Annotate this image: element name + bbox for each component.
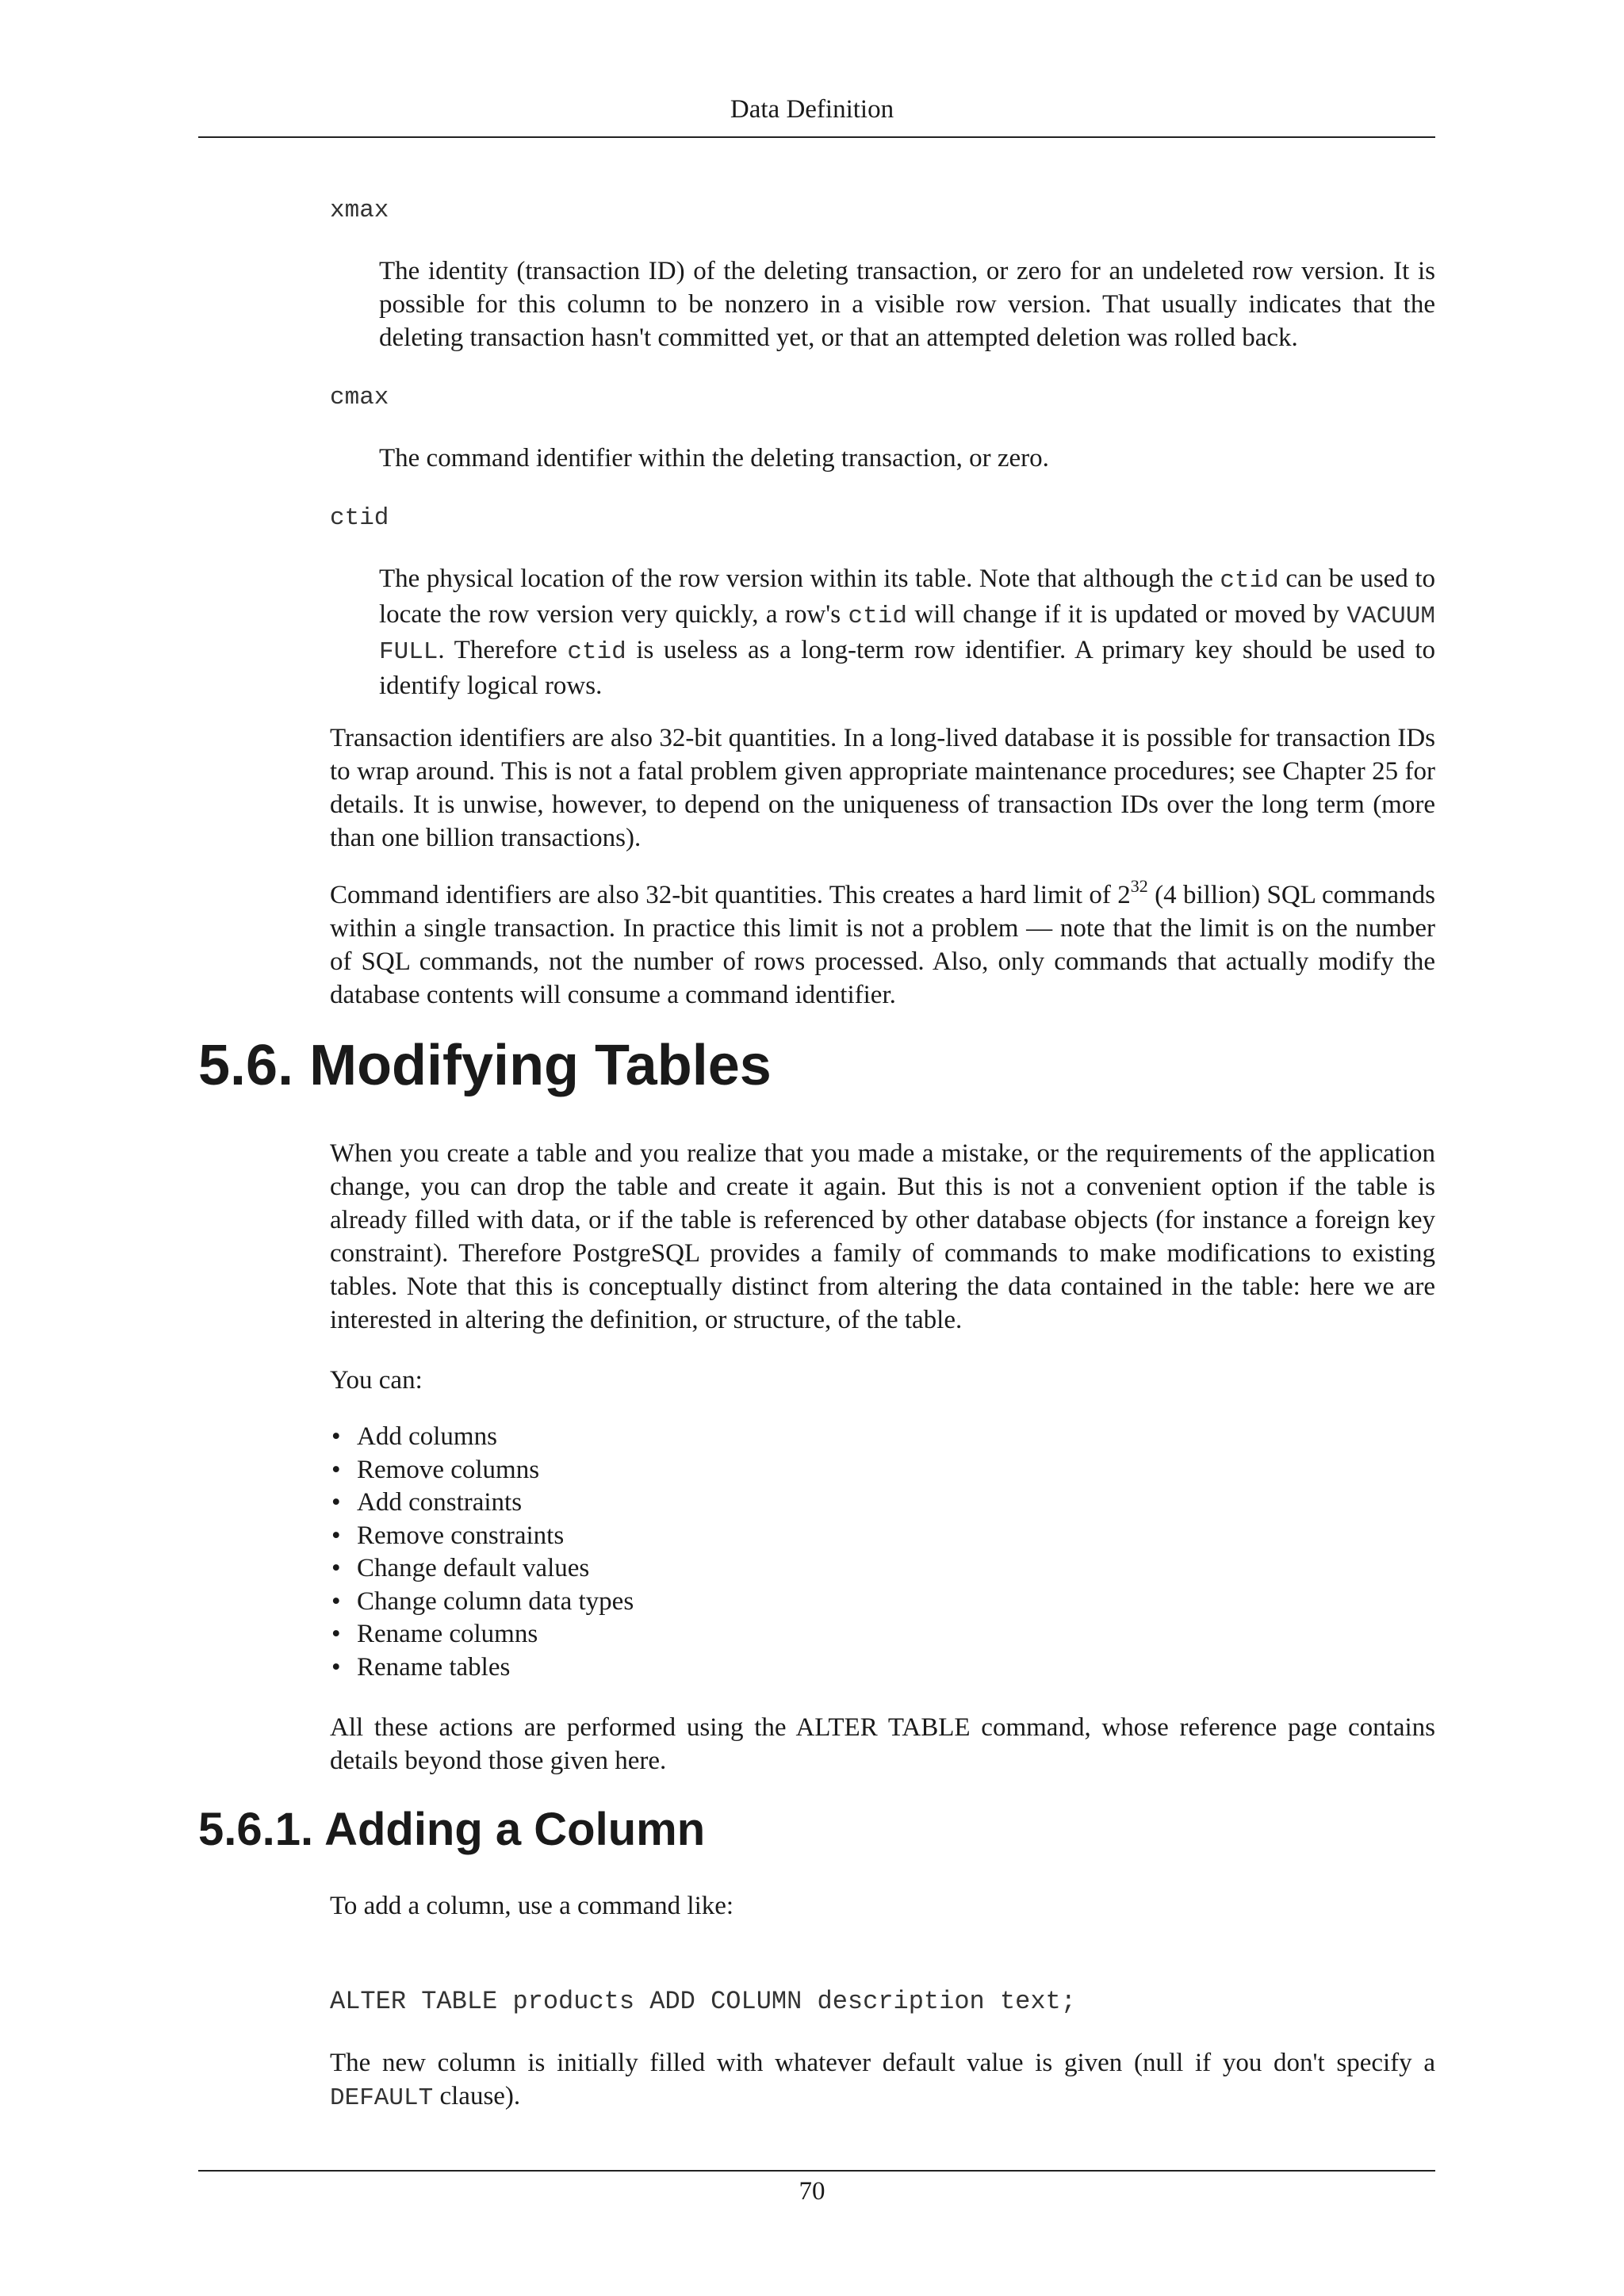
list-item: • Rename tables bbox=[331, 1652, 511, 1682]
definition-cmax: The command identifier within the deleting transaction, or zero. bbox=[379, 444, 1049, 473]
paragraph-command-ids: Command identifiers are also 32-bit quantities. This creates a hard limit of $2^{32}$ (4 billion) SQL commands within a single transaction. In practice this limit is not a problem — note that the limit is on the number of SQL commands, not the number of rows processed. Also, only commands that actually modify the database contents will consume a command identifier. bbox=[330, 876, 1435, 1009]
header-rule bbox=[198, 136, 1435, 138]
definition-ctid: The physical location of the row version within its table. Note that although the ctid can be used to locate the row version very quickly, a row's ctid will change if it is updated or moved by VACUUM FULL. Therefore ctid is useless as a long-term row identifier. A primary key should be used to identify logical rows. bbox=[379, 564, 1435, 700]
paragraph-transaction-ids: Transaction identifiers are also 32-bit quantities. In a long-lived database it is possible for transaction IDs to wrap around. This is not a fatal problem given appropriate maintenance procedures; see Chapter 25 for details. It is unwise, however, to depend on the uniqueness of transaction IDs over the long term (more than one billion transactions). bbox=[330, 724, 1435, 852]
inline-code-vacuum-full: VACUUM FULL bbox=[379, 603, 1435, 666]
list-item: • Change default values bbox=[331, 1554, 590, 1582]
term-ctid: ctid bbox=[330, 504, 389, 532]
inline-code-ctid: ctid bbox=[848, 603, 907, 630]
footer-rule bbox=[198, 2170, 1435, 2172]
list-item: • Add columns bbox=[331, 1422, 497, 1451]
list-item: • Remove columns bbox=[331, 1455, 540, 1484]
definition-xmax: The identity (transaction ID) of the deleting transaction, or zero for an undeleted row version. It is possible for this column to be nonzero in a visible row version. That usually indicates that the deleting transaction hasn't committed yet, or that an attempted deletion was rolled back. bbox=[379, 257, 1435, 352]
actions-list bbox=[330, 1421, 1435, 1684]
running-header-title: Data Definition bbox=[730, 95, 894, 124]
code-example: ALTER TABLE products ADD COLUMN description text; bbox=[330, 1987, 1076, 2016]
page-number: 70 bbox=[799, 2177, 825, 2206]
subsection-heading: 5.6.1. Adding a Column bbox=[198, 1804, 706, 1855]
section-intro: When you create a table and you realize that you made a mistake, or the requirements of the application change, you can drop the table and create it again. But this is not a convenient option if the table is already filled with data, or if the table is referenced by other database objects (for instance a foreign key constraint). Therefore PostgreSQL provides a family of commands to make modifications to existing tables. Note that this is conceptually distinct from altering the data contained in the table: here we are interested in altering the definition, or structure, of the table. bbox=[330, 1139, 1435, 1334]
superscript-exponent: 32 bbox=[1130, 876, 1148, 896]
inline-code-ctid: ctid bbox=[567, 638, 626, 666]
section-heading: 5.6. Modifying Tables bbox=[198, 1034, 772, 1097]
section-summary: All these actions are performed using the ALTER TABLE command, whose reference page contains details beyond those given here. bbox=[330, 1713, 1435, 1775]
list-item: • Rename columns bbox=[331, 1620, 538, 1648]
subsection-note: The new column is initially filled with whatever default value is given (null if you don't specify a DEFAULT clause). bbox=[330, 2049, 1435, 2112]
inline-code-default: DEFAULT bbox=[330, 2084, 434, 2112]
inline-code-ctid: ctid bbox=[1220, 567, 1279, 595]
list-item: • Change column data types bbox=[331, 1586, 634, 1616]
term-xmax: xmax bbox=[330, 197, 389, 224]
you-can-label: You can: bbox=[330, 1366, 423, 1395]
list-item: • Remove constraints bbox=[331, 1521, 565, 1550]
list-item: • Add constraints bbox=[331, 1488, 523, 1517]
subsection-intro: To add a column, use a command like: bbox=[330, 1892, 734, 1920]
term-cmax: cmax bbox=[330, 384, 389, 411]
